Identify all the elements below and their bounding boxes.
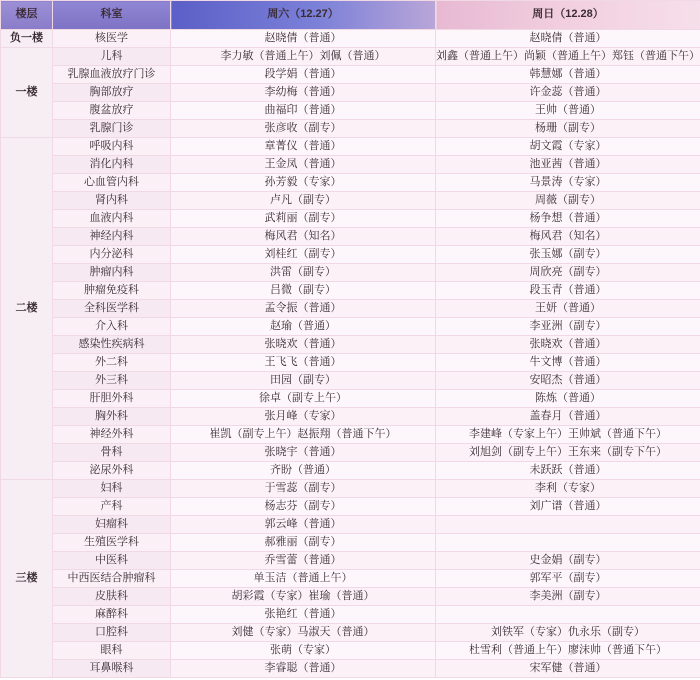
department-name: 外三科 bbox=[53, 372, 171, 390]
table-row bbox=[1, 300, 700, 318]
saturday-doctors: 乔雪蕾（普通） bbox=[171, 552, 436, 570]
table-row bbox=[1, 192, 700, 210]
table-row bbox=[1, 444, 700, 462]
table-row bbox=[1, 624, 700, 642]
department-name: 心血管内科 bbox=[53, 174, 171, 192]
sunday-doctors: 池亚茜（普通） bbox=[436, 156, 700, 174]
floor-label: 二楼 bbox=[1, 138, 53, 480]
sunday-doctors: 未跃跃（普通） bbox=[436, 462, 700, 480]
sunday-doctors: 牛文博（普通） bbox=[436, 354, 700, 372]
saturday-doctors: 李力敏（普通上午）刘佩（普通） bbox=[171, 48, 436, 66]
sunday-doctors: 刘鑫（普通上午）尚颖（普通上午）郑钰（普通下午） bbox=[436, 48, 700, 66]
saturday-doctors: 郭云峰（普通） bbox=[171, 516, 436, 534]
sunday-doctors: 陈炼（普通） bbox=[436, 390, 700, 408]
saturday-doctors: 张晓欢（普通） bbox=[171, 336, 436, 354]
table-row bbox=[1, 84, 700, 102]
sunday-doctors: 李美洲（副专） bbox=[436, 588, 700, 606]
table-row bbox=[1, 462, 700, 480]
sunday-doctors: 宋军健（普通） bbox=[436, 660, 700, 678]
department-name: 中西医结合肿瘤科 bbox=[53, 570, 171, 588]
floor-label: 三楼 bbox=[1, 480, 53, 678]
department-name: 神经外科 bbox=[53, 426, 171, 444]
header-saturday: 周六（12.27） bbox=[171, 1, 436, 30]
table-row bbox=[1, 210, 700, 228]
department-name: 儿科 bbox=[53, 48, 171, 66]
sunday-doctors bbox=[436, 534, 700, 552]
department-name: 全科医学科 bbox=[53, 300, 171, 318]
table-row bbox=[1, 390, 700, 408]
department-name: 消化内科 bbox=[53, 156, 171, 174]
sunday-doctors: 刘广谱（普通） bbox=[436, 498, 700, 516]
sunday-doctors: 李亚洲（副专） bbox=[436, 318, 700, 336]
department-name: 眼科 bbox=[53, 642, 171, 660]
department-name: 乳腺门诊 bbox=[53, 120, 171, 138]
department-name: 口腔科 bbox=[53, 624, 171, 642]
sunday-doctors: 刘旭剑（副专上午）王东来（副专下午） bbox=[436, 444, 700, 462]
department-name: 腹盆放疗 bbox=[53, 102, 171, 120]
department-name: 骨科 bbox=[53, 444, 171, 462]
department-name: 妇科 bbox=[53, 480, 171, 498]
sunday-doctors: 张玉娜（副专） bbox=[436, 246, 700, 264]
sunday-doctors: 梅风君（知名） bbox=[436, 228, 700, 246]
header-row bbox=[1, 1, 700, 30]
department-name: 耳鼻喉科 bbox=[53, 660, 171, 678]
saturday-doctors: 田园（副专） bbox=[171, 372, 436, 390]
saturday-doctors: 齐盼（普通） bbox=[171, 462, 436, 480]
saturday-doctors: 胡彩霞（专家）崔瑜（普通） bbox=[171, 588, 436, 606]
saturday-doctors: 王金凤（普通） bbox=[171, 156, 436, 174]
department-name: 血液内科 bbox=[53, 210, 171, 228]
header-department: 科室 bbox=[53, 1, 171, 30]
department-name: 胸外科 bbox=[53, 408, 171, 426]
saturday-doctors: 孙芳毅（专家） bbox=[171, 174, 436, 192]
table-row bbox=[1, 120, 700, 138]
department-name: 中医科 bbox=[53, 552, 171, 570]
department-name: 乳腺血液放疗门诊 bbox=[53, 66, 171, 84]
department-name: 麻醉科 bbox=[53, 606, 171, 624]
sunday-doctors: 盖春月（普通） bbox=[436, 408, 700, 426]
sunday-doctors: 李建峰（专家上午）王帅斌（普通下午） bbox=[436, 426, 700, 444]
sunday-doctors: 杜雪利（普通上午）廖沫帅（普通下午） bbox=[436, 642, 700, 660]
table-row bbox=[1, 480, 700, 498]
department-name: 内分泌科 bbox=[53, 246, 171, 264]
sunday-doctors: 史金娟（副专） bbox=[436, 552, 700, 570]
department-name: 核医学 bbox=[53, 30, 171, 48]
table-row bbox=[1, 30, 700, 48]
saturday-doctors: 吕微（副专） bbox=[171, 282, 436, 300]
table-row bbox=[1, 336, 700, 354]
table-row bbox=[1, 318, 700, 336]
sunday-doctors: 马景涛（专家） bbox=[436, 174, 700, 192]
header-floor: 楼层 bbox=[1, 1, 53, 30]
table-body bbox=[1, 30, 700, 678]
department-name: 生殖医学科 bbox=[53, 534, 171, 552]
department-name: 外二科 bbox=[53, 354, 171, 372]
department-name: 胸部放疗 bbox=[53, 84, 171, 102]
department-name: 肝胆外科 bbox=[53, 390, 171, 408]
sunday-doctors: 赵晓倩（普通） bbox=[436, 30, 700, 48]
saturday-doctors: 王飞飞（普通） bbox=[171, 354, 436, 372]
table-row bbox=[1, 156, 700, 174]
saturday-doctors: 洪雷（副专） bbox=[171, 264, 436, 282]
floor-label: 一楼 bbox=[1, 48, 53, 138]
department-name: 肿瘤免疫科 bbox=[53, 282, 171, 300]
saturday-doctors: 刘桂红（副专） bbox=[171, 246, 436, 264]
sunday-doctors: 张晓欢（普通） bbox=[436, 336, 700, 354]
table-row bbox=[1, 372, 700, 390]
sunday-doctors: 胡文霞（专家） bbox=[436, 138, 700, 156]
table-row bbox=[1, 102, 700, 120]
department-name: 神经内科 bbox=[53, 228, 171, 246]
sunday-doctors: 周欣亮（副专） bbox=[436, 264, 700, 282]
sunday-doctors bbox=[436, 606, 700, 624]
department-name: 产科 bbox=[53, 498, 171, 516]
saturday-doctors: 章菁仪（普通） bbox=[171, 138, 436, 156]
saturday-doctors: 赵晓倩（普通） bbox=[171, 30, 436, 48]
saturday-doctors: 赵瑜（普通） bbox=[171, 318, 436, 336]
table-row bbox=[1, 246, 700, 264]
table-row bbox=[1, 426, 700, 444]
department-name: 肿瘤内科 bbox=[53, 264, 171, 282]
table-row bbox=[1, 264, 700, 282]
table-row bbox=[1, 48, 700, 66]
saturday-doctors: 徐卓（副专上午） bbox=[171, 390, 436, 408]
department-name: 介入科 bbox=[53, 318, 171, 336]
sunday-doctors bbox=[436, 516, 700, 534]
saturday-doctors: 张彦收（副专） bbox=[171, 120, 436, 138]
saturday-doctors: 李幼梅（普通） bbox=[171, 84, 436, 102]
saturday-doctors: 于雪蕊（副专） bbox=[171, 480, 436, 498]
table-row bbox=[1, 552, 700, 570]
department-name: 泌尿外科 bbox=[53, 462, 171, 480]
sunday-doctors: 段玉青（普通） bbox=[436, 282, 700, 300]
sunday-doctors: 杨争想（普通） bbox=[436, 210, 700, 228]
table-row bbox=[1, 534, 700, 552]
saturday-doctors: 张艳红（普通） bbox=[171, 606, 436, 624]
header-sunday: 周日（12.28） bbox=[436, 1, 700, 30]
table-row bbox=[1, 282, 700, 300]
sunday-doctors: 杨珊（副专） bbox=[436, 120, 700, 138]
floor-label: 负一楼 bbox=[1, 30, 53, 48]
table-row bbox=[1, 606, 700, 624]
department-name: 呼吸内科 bbox=[53, 138, 171, 156]
saturday-doctors: 李睿聪（普通） bbox=[171, 660, 436, 678]
sunday-doctors: 安昭杰（普通） bbox=[436, 372, 700, 390]
saturday-doctors: 单玉洁（普通上午） bbox=[171, 570, 436, 588]
table-row bbox=[1, 570, 700, 588]
table-row bbox=[1, 354, 700, 372]
saturday-doctors: 孟令振（普通） bbox=[171, 300, 436, 318]
sunday-doctors: 郭军平（副专） bbox=[436, 570, 700, 588]
sunday-doctors: 韩慧娜（普通） bbox=[436, 66, 700, 84]
table-row bbox=[1, 174, 700, 192]
sunday-doctors: 周薇（副专） bbox=[436, 192, 700, 210]
saturday-doctors: 张月峰（专家） bbox=[171, 408, 436, 426]
sunday-doctors: 王妍（普通） bbox=[436, 300, 700, 318]
table-row bbox=[1, 588, 700, 606]
saturday-doctors: 郝雅丽（副专） bbox=[171, 534, 436, 552]
sunday-doctors: 刘铁军（专家）仇永乐（副专） bbox=[436, 624, 700, 642]
saturday-doctors: 张萌（专家） bbox=[171, 642, 436, 660]
table-row bbox=[1, 228, 700, 246]
saturday-doctors: 梅风君（知名） bbox=[171, 228, 436, 246]
saturday-doctors: 曲福印（普通） bbox=[171, 102, 436, 120]
table-header bbox=[1, 1, 700, 30]
saturday-doctors: 张晓宇（普通） bbox=[171, 444, 436, 462]
sunday-doctors: 李利（专家） bbox=[436, 480, 700, 498]
department-name: 妇瘤科 bbox=[53, 516, 171, 534]
saturday-doctors: 段学娟（普通） bbox=[171, 66, 436, 84]
sunday-doctors: 王帅（普通） bbox=[436, 102, 700, 120]
table-row bbox=[1, 516, 700, 534]
table-row bbox=[1, 66, 700, 84]
department-name: 肾内科 bbox=[53, 192, 171, 210]
table-row bbox=[1, 138, 700, 156]
department-name: 皮肤科 bbox=[53, 588, 171, 606]
saturday-doctors: 崔凯（副专上午）赵振翔（普通下午） bbox=[171, 426, 436, 444]
table-row bbox=[1, 498, 700, 516]
saturday-doctors: 武莉丽（副专） bbox=[171, 210, 436, 228]
saturday-doctors: 刘健（专家）马淑天（普通） bbox=[171, 624, 436, 642]
department-name: 感染性疾病科 bbox=[53, 336, 171, 354]
table-row bbox=[1, 660, 700, 678]
table-row bbox=[1, 642, 700, 660]
sunday-doctors: 许金蕊（普通） bbox=[436, 84, 700, 102]
table-row bbox=[1, 408, 700, 426]
saturday-doctors: 卢凡（副专） bbox=[171, 192, 436, 210]
saturday-doctors: 杨志芬（副专） bbox=[171, 498, 436, 516]
